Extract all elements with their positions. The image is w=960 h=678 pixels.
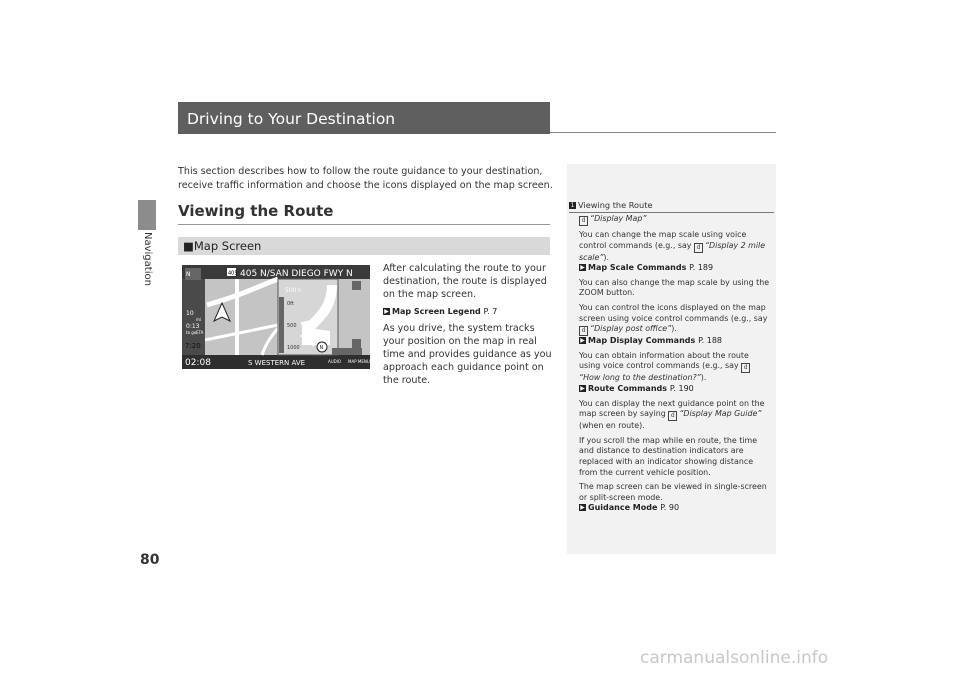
map-clock: 02:08 xyxy=(185,358,211,368)
map-scale-value: 500 xyxy=(285,287,297,294)
note-text: You can obtain information about the route using voice control commands (e.g., say xyxy=(579,350,749,371)
voice-command: “Display Map” xyxy=(590,214,647,223)
note-title-text: Viewing the Route xyxy=(578,200,653,210)
map-scale-tick: 500 xyxy=(287,323,297,329)
ref-label: Map Screen Legend xyxy=(392,307,481,316)
note-paragraph: If you scroll the map while en route, the time and distance to destination indicators are replaced with an indicator showing distance from the current vehicle position. xyxy=(579,435,758,477)
note-text: ). xyxy=(603,252,610,262)
map-street-banner: 405 N/SAN DIEGO FWY N xyxy=(240,269,353,279)
voice-command: “Display 2 mile scale” xyxy=(579,240,766,262)
map-to-go-label: to go xyxy=(186,330,197,335)
map-scale-tick: 0ft xyxy=(287,301,294,307)
page-title: Driving to Your Destination xyxy=(187,110,396,128)
map-screen-image xyxy=(182,265,370,369)
note-paragraph: You can also change the map scale by using the ZOOM button. xyxy=(579,277,770,298)
map-eta-label: ETA xyxy=(196,330,204,335)
ref-page: P. 7 xyxy=(483,307,498,316)
ref-route-commands[interactable] xyxy=(579,384,694,393)
voice-command: “Display Map Guide” xyxy=(679,409,762,419)
page-number: 80 xyxy=(140,552,160,568)
ref-label: Route Commands xyxy=(588,383,668,393)
ref-map-legend[interactable] xyxy=(383,305,553,318)
map-route-shield: 405 xyxy=(228,270,238,277)
map-menu-button: MAP MENU xyxy=(348,359,370,364)
subheading: ■Map Screen xyxy=(183,239,262,253)
voice-icon: d xyxy=(579,216,588,226)
note-text: The map screen can be viewed in single-screen or split-screen mode. xyxy=(579,482,767,502)
map-scale-tick: 1000 xyxy=(287,345,300,351)
ref-guidance-mode[interactable] xyxy=(579,503,679,512)
voice-icon: d xyxy=(741,363,750,373)
note-paragraph xyxy=(579,303,772,347)
ref-page: P. 188 xyxy=(698,336,722,346)
note-paragraph xyxy=(579,482,772,514)
reference-arrow-icon: ▶ xyxy=(580,504,585,512)
voice-icon: d xyxy=(579,326,588,336)
voice-icon: d xyxy=(694,243,703,253)
ref-page: P. 189 xyxy=(689,263,714,273)
ref-label: Map Scale Commands xyxy=(588,263,687,273)
map-distance: 10 xyxy=(186,310,194,317)
note-text: (when en route). xyxy=(579,421,645,431)
ref-page: P. 190 xyxy=(669,383,694,393)
section-heading: Viewing the Route xyxy=(178,202,334,220)
reference-arrow-icon: ▶ xyxy=(580,264,585,272)
reference-arrow-icon: ▶ xyxy=(384,308,389,315)
map-scale-unit: ft xyxy=(298,288,301,293)
map-eta-time: 7:20 xyxy=(185,342,201,350)
body-paragraph: As you drive, the system tracks your position on the map in real time and provides guidance as you approach each guidance point on the route. xyxy=(383,323,552,386)
note-marker-icon: 1 xyxy=(570,202,575,209)
note-text: ). xyxy=(700,373,707,383)
map-compass-letter: N xyxy=(186,271,191,278)
note-paragraph xyxy=(579,399,772,432)
heading-rule xyxy=(178,224,550,225)
reference-arrow-icon: ▶ xyxy=(580,384,585,392)
note-text: You can control the icons displayed on the map screen using voice control commands (e.g., say xyxy=(579,302,768,323)
body-column xyxy=(383,262,553,391)
map-heading-marker: N xyxy=(319,345,324,351)
note-body xyxy=(579,214,772,518)
note-paragraph xyxy=(579,351,772,395)
note-text: You can display the next guidance point on the map screen by saying xyxy=(579,398,765,419)
watermark: carmanualsonline.info xyxy=(640,648,829,668)
map-distance-unit: mi xyxy=(196,317,202,322)
map-audio-button: AUDIO xyxy=(328,359,342,364)
ref-label: Guidance Mode xyxy=(588,503,658,513)
map-screen-drawing xyxy=(182,265,370,369)
note-paragraph xyxy=(579,230,772,274)
map-current-street: S WESTERN AVE xyxy=(248,359,306,367)
note-text: You can change the map scale using voice control commands (e.g., say xyxy=(579,230,747,250)
reference-arrow-icon: ▶ xyxy=(580,337,585,345)
voice-icon: d xyxy=(668,411,677,421)
note-title xyxy=(569,200,774,213)
body-paragraph: After calculating the route to your destination, the route is displayed on the map screen. xyxy=(383,263,547,300)
note-text: ). xyxy=(671,324,677,334)
note-cmd xyxy=(579,214,772,226)
ref-map-scale[interactable] xyxy=(579,263,713,272)
ref-page: P. 90 xyxy=(660,503,680,513)
map-time-to-go: 0:13 xyxy=(186,323,200,330)
intro-paragraph: This section describes how to follow the route guidance to your destination, receive traffic information and choose the icons displayed on the map screen. xyxy=(178,166,553,191)
title-rule xyxy=(550,132,776,133)
section-tab-label: Navigation xyxy=(142,232,153,286)
section-tab-marker xyxy=(138,200,156,230)
ref-map-display[interactable] xyxy=(579,336,722,345)
ref-label: Map Display Commands xyxy=(588,336,696,346)
voice-command: “How long to the destination?” xyxy=(579,373,701,383)
voice-command: “Display post office” xyxy=(590,324,672,334)
